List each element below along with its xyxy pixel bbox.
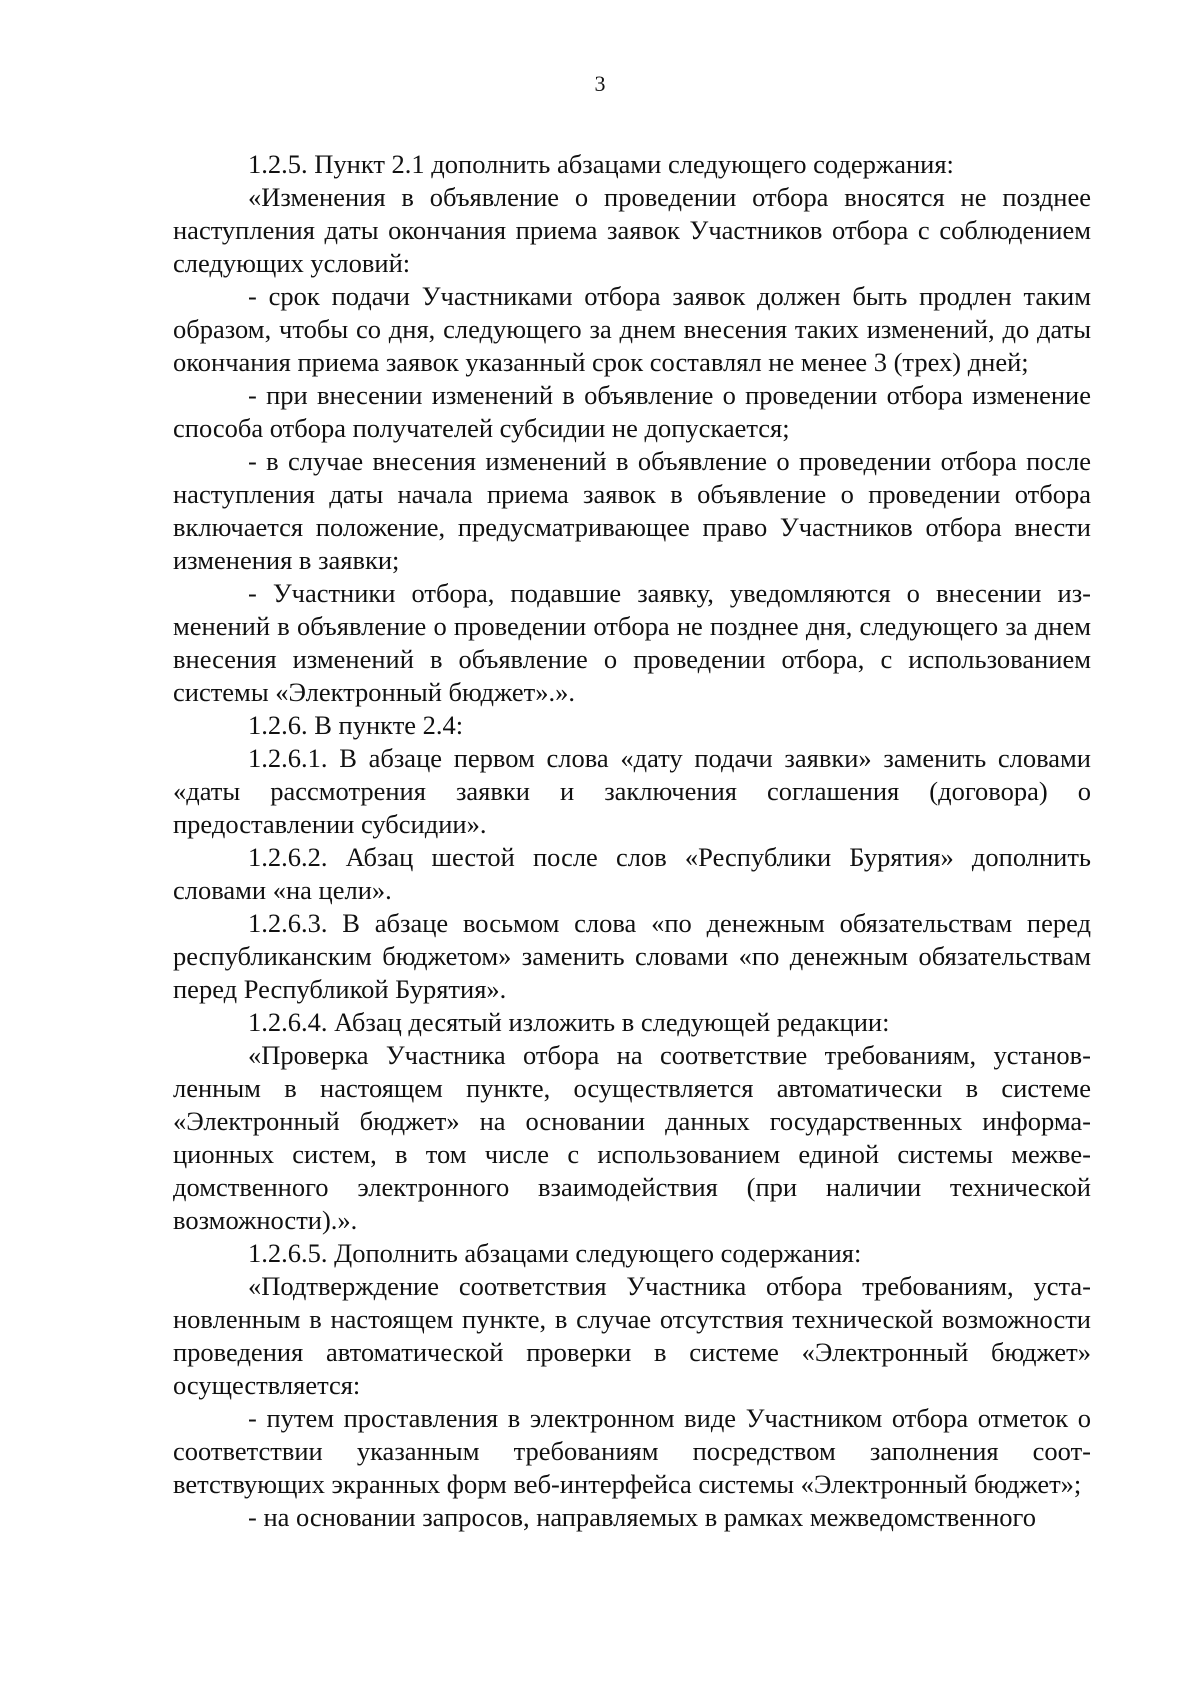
paragraph-electronic-marks: - путем проставления в электронном виде Участником отбора отметок о соответствии указанным требованиям посредством заполнения соответствующих экранных форм веб-интерфейса системы «Электронный бюджет»; xyxy=(173,1403,1091,1499)
paragraph-verification: «Проверка Участника отбора на соответствие требованиям, установленным в настоящем пункте, осуществляется автоматически в системе «Электронный бюджет» на основании данных государственных информационных систем, в том числе с использованием единой системы межведомственного электронного взаимодействия (при наличии технической возможности).». xyxy=(173,1040,1091,1235)
paragraph-1-2-6-5: 1.2.6.5. Дополнить абзацами следующего содержания: xyxy=(248,1238,862,1268)
paragraph-participants-notified: - Участники отбора, подавшие заявку, уведомляются о внесении изменений в объявление о проведении отбора не позднее дня, следующего за днем внесения изменений в объявление о проведении отбора, с использованием системы «Электронный бюджет».». xyxy=(173,578,1091,707)
paragraph-1-2-6-3: 1.2.6.3. В абзаце восьмом слова «по денежным обязательствам перед республиканским бюджетом» заменить словами «по денежным обязательствам перед Республикой Бурятия». xyxy=(173,908,1091,1004)
paragraph-1-2-5: 1.2.5. Пункт 2.1 дополнить абзацами следующего содержания: xyxy=(248,149,954,179)
paragraph-1-2-6-1: 1.2.6.1. В абзаце первом слова «дату подачи заявки» заменить словами «даты рассмотрения заявки и заключения соглашения (договора) о предоставлении субсидии». xyxy=(173,743,1091,839)
paragraph-amend-applications: - в случае внесения изменений в объявление о проведении отбора после наступления даты начала приема заявок в объявление о проведении отбора включается положение, предусматривающее право Участников отбора внести изменения в заявки; xyxy=(173,446,1091,575)
paragraph-1-2-6: 1.2.6. В пункте 2.4: xyxy=(248,710,464,740)
paragraph-interagency-requests: - на основании запросов, направляемых в рамках межведомственного xyxy=(248,1502,1036,1532)
paragraph-method-change: - при внесении изменений в объявление о проведении отбора изменение способа отбора получателей субсидии не допускается; xyxy=(173,380,1091,443)
paragraph-changes-intro: «Изменения в объявление о проведении отбора вносятся не позднее наступления даты окончания приема заявок Участников отбора с соблюдением следующих условий: xyxy=(173,182,1091,278)
paragraph-deadline-extension: - срок подачи Участниками отбора заявок должен быть продлен таким образом, чтобы со дня, следующего за днем внесения таких изменений, до даты окончания приема заявок указанный срок составлял не менее 3 (трех) дней; xyxy=(173,281,1091,377)
page-number: 3 xyxy=(594,71,606,96)
paragraph-1-2-6-2: 1.2.6.2. Абзац шестой после слов «Республики Бурятия» дополнить словами «на цели». xyxy=(173,842,1091,905)
paragraph-1-2-6-4: 1.2.6.4. Абзац десятый изложить в следующей редакции: xyxy=(248,1007,890,1037)
paragraph-confirmation: «Подтверждение соответствия Участника отбора требованиям, установленным в настоящем пункте, в случае отсутствия технической возможности проведения автоматической проверки в системе «Электронный бюджет» осуществляется: xyxy=(173,1271,1091,1400)
document-body xyxy=(173,148,1091,1534)
